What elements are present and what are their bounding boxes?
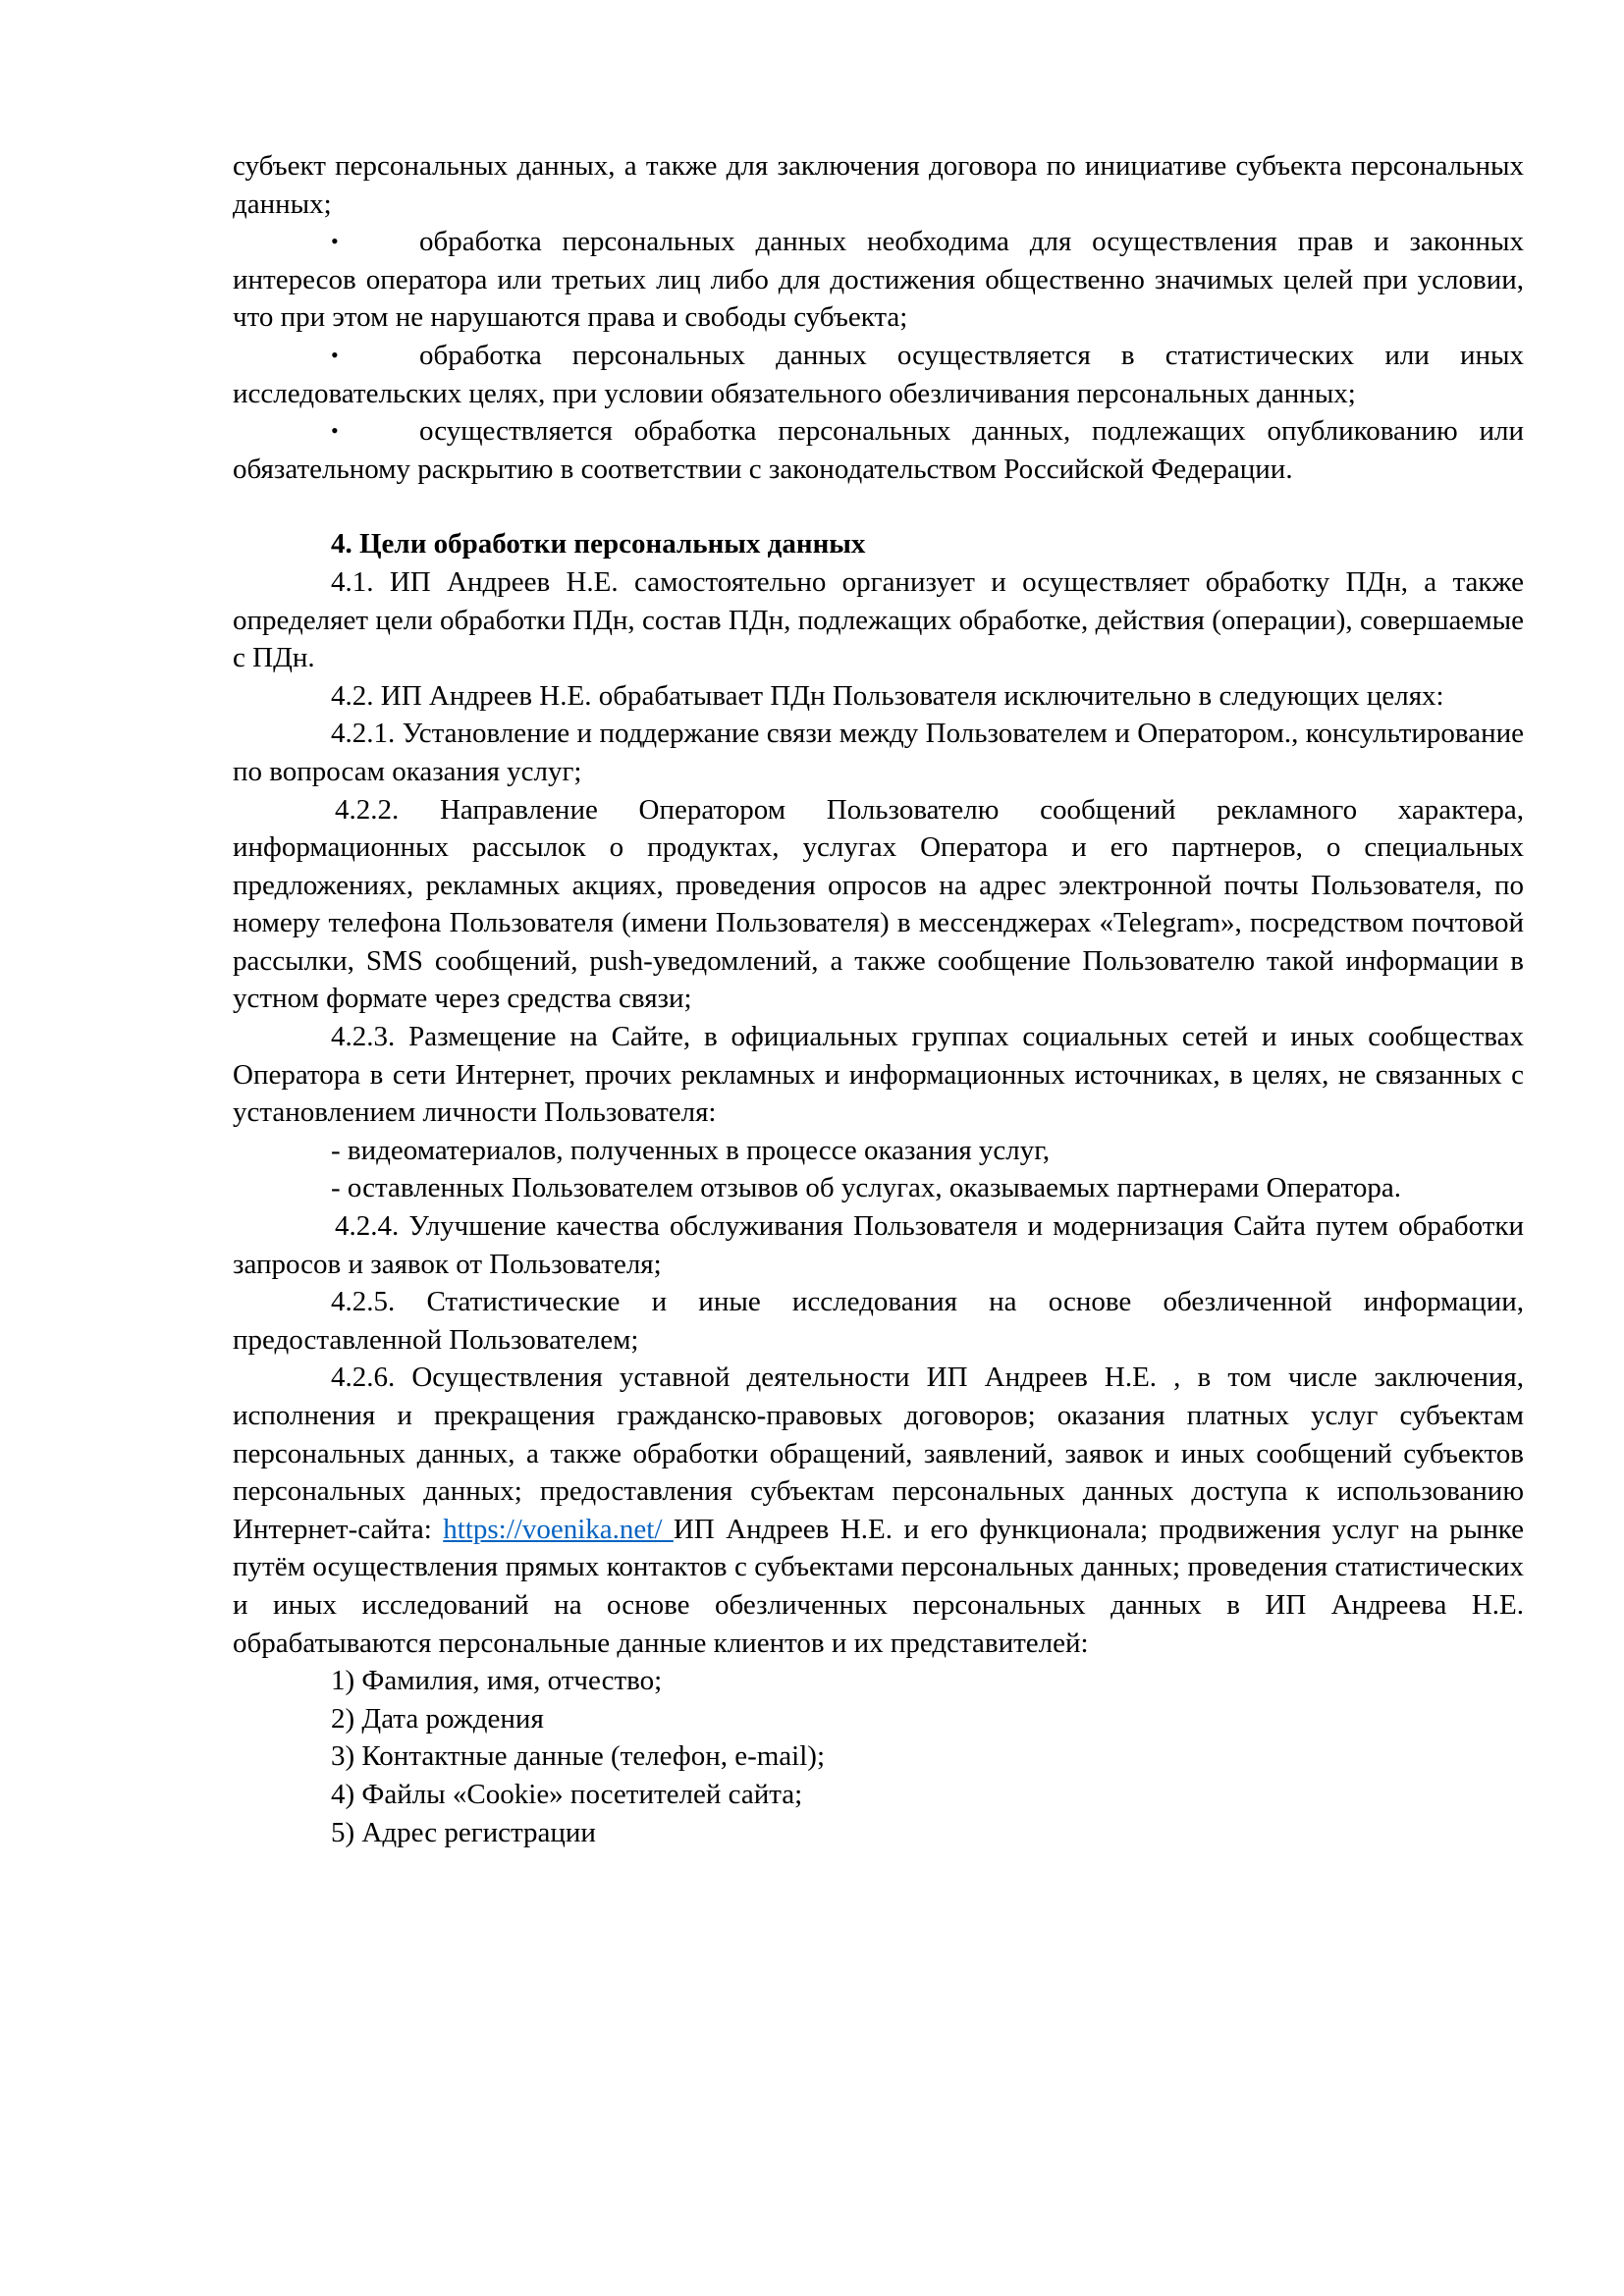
- list-item: 2) Дата рождения: [331, 1702, 544, 1735]
- paragraph-4-2: 4.2. ИП Андреев Н.Е. обрабатывает ПДн Пользователя исключительно в следующих целях:: [331, 679, 1444, 712]
- paragraph-4-2-6: 4.2.6. Осуществления уставной деятельности ИП Андреев Н.Е. , в том числе заключения, исполнения и прекращения гражданско-правовых договоров; оказания платных услуг субъектам персональных данных, а также обработки обращений, заявлений, заявок и иных сообщений субъектов персональных данных; предоставления субъектам персональных данных доступа к использованию Интернет-сайта: https://voenika.net/ ИП Андреев Н.Е. и его функционала; продвижения услуг на рынке путём осуществления прямых контактов с субъектами персональных данных; проведения статистических и иных исследований на основе обезличенных персональных данных в ИП Андреева Н.Е. обрабатываются персональные данные клиентов и их представителей:: [233, 1362, 1525, 1659]
- dash-item-videos: - видеоматериалов, полученных в процессе оказания услуг,: [331, 1134, 1051, 1166]
- paragraph-4-2-1: 4.2.1. Установление и поддержание связи между Пользователем и Оператором., консультирование по вопросам оказания услуг;: [233, 718, 1524, 787]
- bullet-icon: •: [331, 342, 339, 367]
- paragraph-4-1: 4.1. ИП Андреев Н.Е. самостоятельно организует и осуществляет обработку ПДн, а также определяет цели обработки ПДн, состав ПДн, подлежащих обработке, действия (операции), совершаемые с ПДн.: [233, 565, 1524, 674]
- bullet-icon: •: [331, 418, 339, 444]
- paragraph-4-2-5: 4.2.5. Статистические и иные исследования на основе обезличенной информации, предоставленной Пользователем;: [233, 1286, 1524, 1356]
- site-link[interactable]: https://voenika.net/: [443, 1513, 674, 1545]
- list-item: 5) Адрес регистрации: [331, 1816, 596, 1848]
- paragraph-4-2-4: 4.2.4. Улучшение качества обслуживания Пользователя и модернизация Сайта путем обработки запросов и заявок от Пользователя;: [233, 1210, 1524, 1280]
- bullet-item: • обработка персональных данных необходима для осуществления прав и законных интересов оператора или третьих лиц либо для достижения общественно значимых целей при условии, что при этом не нарушаются права и свободы субъекта;: [233, 223, 1524, 337]
- section-heading: 4. Цели обработки персональных данных: [331, 528, 866, 561]
- bullet-icon: •: [331, 229, 339, 254]
- list-item: 3) Контактные данные (телефон, e-mail);: [331, 1740, 825, 1773]
- bullet-item: • обработка персональных данных осуществляется в статистических или иных исследовательских целях, при условии обязательного обезличивания персональных данных;: [233, 337, 1524, 412]
- list-item: 4) Файлы «Cookie» посетителей сайта;: [331, 1778, 803, 1810]
- list-item: 1) Фамилия, имя, отчество;: [331, 1665, 663, 1697]
- bullet-item: • осуществляется обработка персональных данных, подлежащих опубликованию или обязательному раскрытию в соответствии с законодательством Российской Федерации.: [233, 412, 1524, 488]
- personal-data-list: [233, 1662, 1524, 1851]
- paragraph-continuation: субъект персональных данных, а также для заключения договора по инициативе субъекта персональных данных;: [233, 150, 1524, 220]
- dash-item-reviews: - оставленных Пользователем отзывов об услугах, оказываемых партнерами Оператора.: [331, 1172, 1401, 1204]
- spacer: [233, 488, 1524, 525]
- paragraph-4-2-2: 4.2.2. Направление Оператором Пользователю сообщений рекламного характера, информационных рассылок о продуктах, услугах Оператора и его партнеров, о специальных предложениях, рекламных акциях, проведения опросов на адрес электронной почты Пользователя, по номеру телефона Пользователя (имени Пользователя) в мессенджерах «Telegram», посредством почтовой рассылки, SMS сообщений, push-уведомлений, а также сообщение Пользователю такой информации в устном формате через средства связи;: [233, 793, 1524, 1015]
- paragraph-4-2-3: 4.2.3. Размещение на Сайте, в официальных группах социальных сетей и иных сообществах Оператора в сети Интернет, прочих рекламных и информационных источниках, в целях, не связанных с установлением личности Пользователя:: [233, 1021, 1524, 1129]
